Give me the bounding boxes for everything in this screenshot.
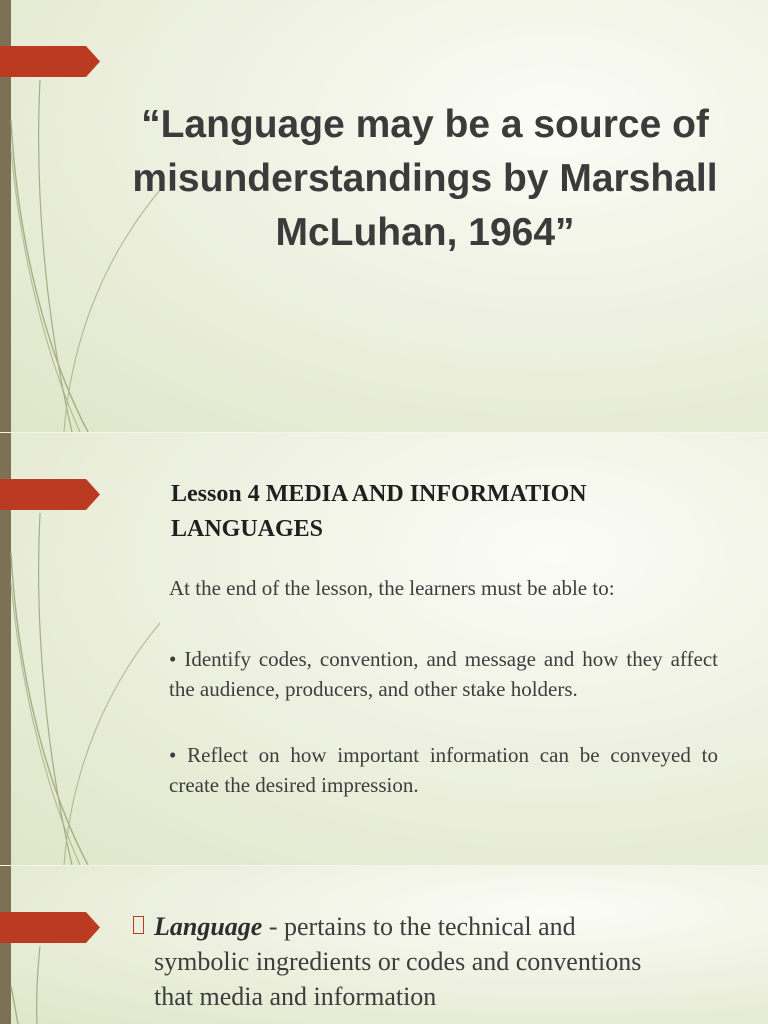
slide-title: “Language may be a source of misunderstandings by Marshall McLuhan, 1964”	[132, 103, 718, 254]
square-bullet-icon	[133, 916, 144, 934]
objectives-intro: At the end of the lesson, the learners must be able to:	[169, 576, 615, 600]
slide-lesson-objectives	[0, 433, 768, 865]
slide-language-definition	[0, 866, 768, 1024]
red-arrow-tab-icon	[0, 479, 100, 510]
decorative-curves	[0, 866, 160, 1024]
definition-text: - pertains to the technical and symbolic ingredients or codes and conventions that media and information	[154, 912, 642, 1011]
definition-term: Language	[154, 912, 263, 941]
language-definition	[154, 909, 654, 1014]
objective-item: • Identify codes, convention, and message and how they affect the audience, producers, and other stake holders.	[169, 647, 718, 701]
slide-title-quote	[0, 0, 768, 432]
lesson-title: Lesson 4 MEDIA AND INFORMATION LANGUAGES	[171, 481, 587, 542]
red-arrow-tab-icon	[0, 46, 100, 77]
objective-item: • Reflect on how important information can be conveyed to create the desired impression.	[169, 743, 718, 797]
red-arrow-tab-icon	[0, 912, 100, 943]
